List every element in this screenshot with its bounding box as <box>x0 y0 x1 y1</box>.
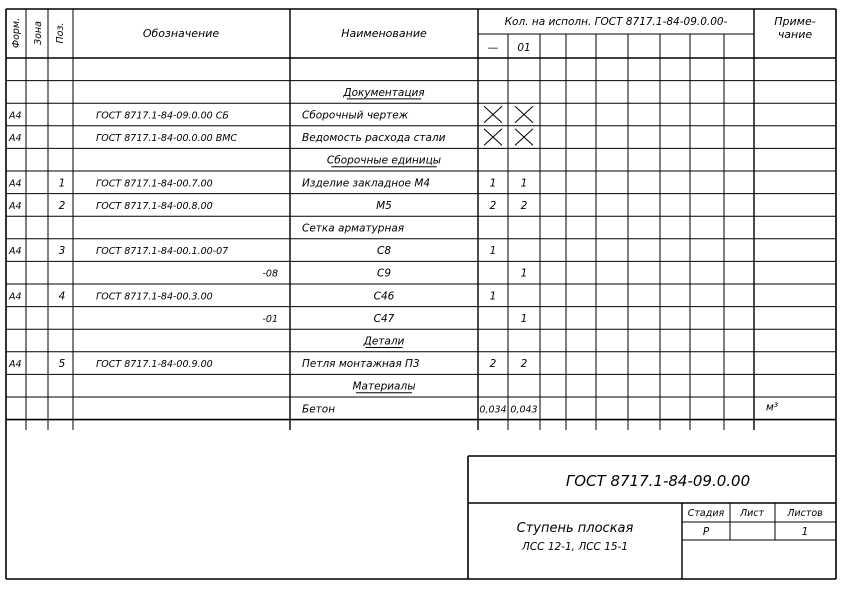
quantity-cross-value: X <box>520 110 528 122</box>
row-quantity: 0,034 <box>479 404 507 416</box>
row-name: С47 <box>373 312 395 325</box>
row-designation: -08 <box>262 268 278 280</box>
row-quantity: 2 <box>520 199 528 212</box>
row-quantity: 1 <box>489 290 497 303</box>
row-position: 3 <box>58 245 66 258</box>
row-name: Изделие закладное М4 <box>302 177 431 190</box>
row-format: А4 <box>9 246 22 258</box>
header-version-01: 01 <box>517 42 531 54</box>
row-quantity: 1 <box>489 245 497 258</box>
row-designation: ГОСТ 8717.1-84-00.0.00 ВМС <box>96 133 238 145</box>
row-note: м³ <box>765 401 779 414</box>
row-designation: ГОСТ 8717.1-84-00.9.00 <box>96 359 213 371</box>
section-title: Сборочные единицы <box>326 154 442 167</box>
row-position: 4 <box>58 290 66 303</box>
row-designation: ГОСТ 8717.1-84-00.1.00-07 <box>96 246 229 258</box>
row-designation: ГОСТ 8717.1-84-09.0.00 СБ <box>96 110 229 122</box>
row-name: Бетон <box>302 403 336 416</box>
row-name: С9 <box>376 267 392 280</box>
stage-value: Р <box>702 526 710 538</box>
header-note: чание <box>777 28 813 41</box>
header-note: Приме- <box>774 15 816 28</box>
header-format: Форм. <box>11 17 22 49</box>
row-name: С8 <box>376 245 392 258</box>
header-designation: Обозначение <box>142 27 220 40</box>
row-designation: -01 <box>262 313 278 325</box>
row-format: А4 <box>9 110 22 122</box>
quantity-cross-value: X <box>489 110 497 122</box>
stage-label: Стадия <box>687 508 725 519</box>
header-name: Наименование <box>341 27 427 40</box>
product-types: ЛСС 12-1, ЛСС 15-1 <box>521 541 629 553</box>
row-name: Сетка арматурная <box>302 222 405 235</box>
header-qty-by-version: Кол. на исполн. ГОСТ 8717.1-84-09.0.00- <box>504 16 728 28</box>
quantity-cross-value: X <box>489 133 497 145</box>
row-name: С46 <box>373 290 395 303</box>
row-name: Сборочный чертеж <box>302 109 409 122</box>
row-position: 1 <box>58 177 66 190</box>
row-quantity: 2 <box>489 358 497 371</box>
row-format: А4 <box>9 178 22 190</box>
row-quantity: 2 <box>520 358 528 371</box>
row-designation: ГОСТ 8717.1-84-00.8.00 <box>96 200 213 212</box>
row-name: Петля монтажная П3 <box>302 358 420 371</box>
row-format: А4 <box>9 133 22 145</box>
header-version-dash: — <box>487 42 499 54</box>
row-format: А4 <box>9 359 22 371</box>
sheets-value: 1 <box>801 526 809 538</box>
row-name: М5 <box>376 199 392 212</box>
row-designation: ГОСТ 8717.1-84-00.7.00 <box>96 178 213 190</box>
document-number: ГОСТ 8717.1-84-09.0.00 <box>565 472 751 490</box>
header-position: Поз. <box>55 22 66 44</box>
sheets-label: Листов <box>787 508 823 519</box>
row-quantity: 1 <box>520 312 528 325</box>
row-position: 5 <box>58 358 66 371</box>
row-quantity: 1 <box>520 177 528 190</box>
quantity-cross-value: X <box>520 133 528 145</box>
product-name: Ступень плоская <box>516 521 634 536</box>
row-quantity: 1 <box>520 267 528 280</box>
section-title: Материалы <box>352 380 416 393</box>
row-quantity: 1 <box>489 177 497 190</box>
row-name: Ведомость расхода стали <box>302 132 446 145</box>
row-position: 2 <box>58 199 66 212</box>
row-format: А4 <box>9 291 22 303</box>
header-zone: Зона <box>33 21 44 45</box>
section-title: Документация <box>343 86 425 99</box>
sheet-label: Лист <box>739 508 765 519</box>
row-designation: ГОСТ 8717.1-84-00.3.00 <box>96 291 213 303</box>
row-quantity: 0,043 <box>510 404 538 416</box>
section-title: Детали <box>363 335 405 348</box>
row-quantity: 2 <box>489 199 497 212</box>
row-format: А4 <box>9 200 22 212</box>
